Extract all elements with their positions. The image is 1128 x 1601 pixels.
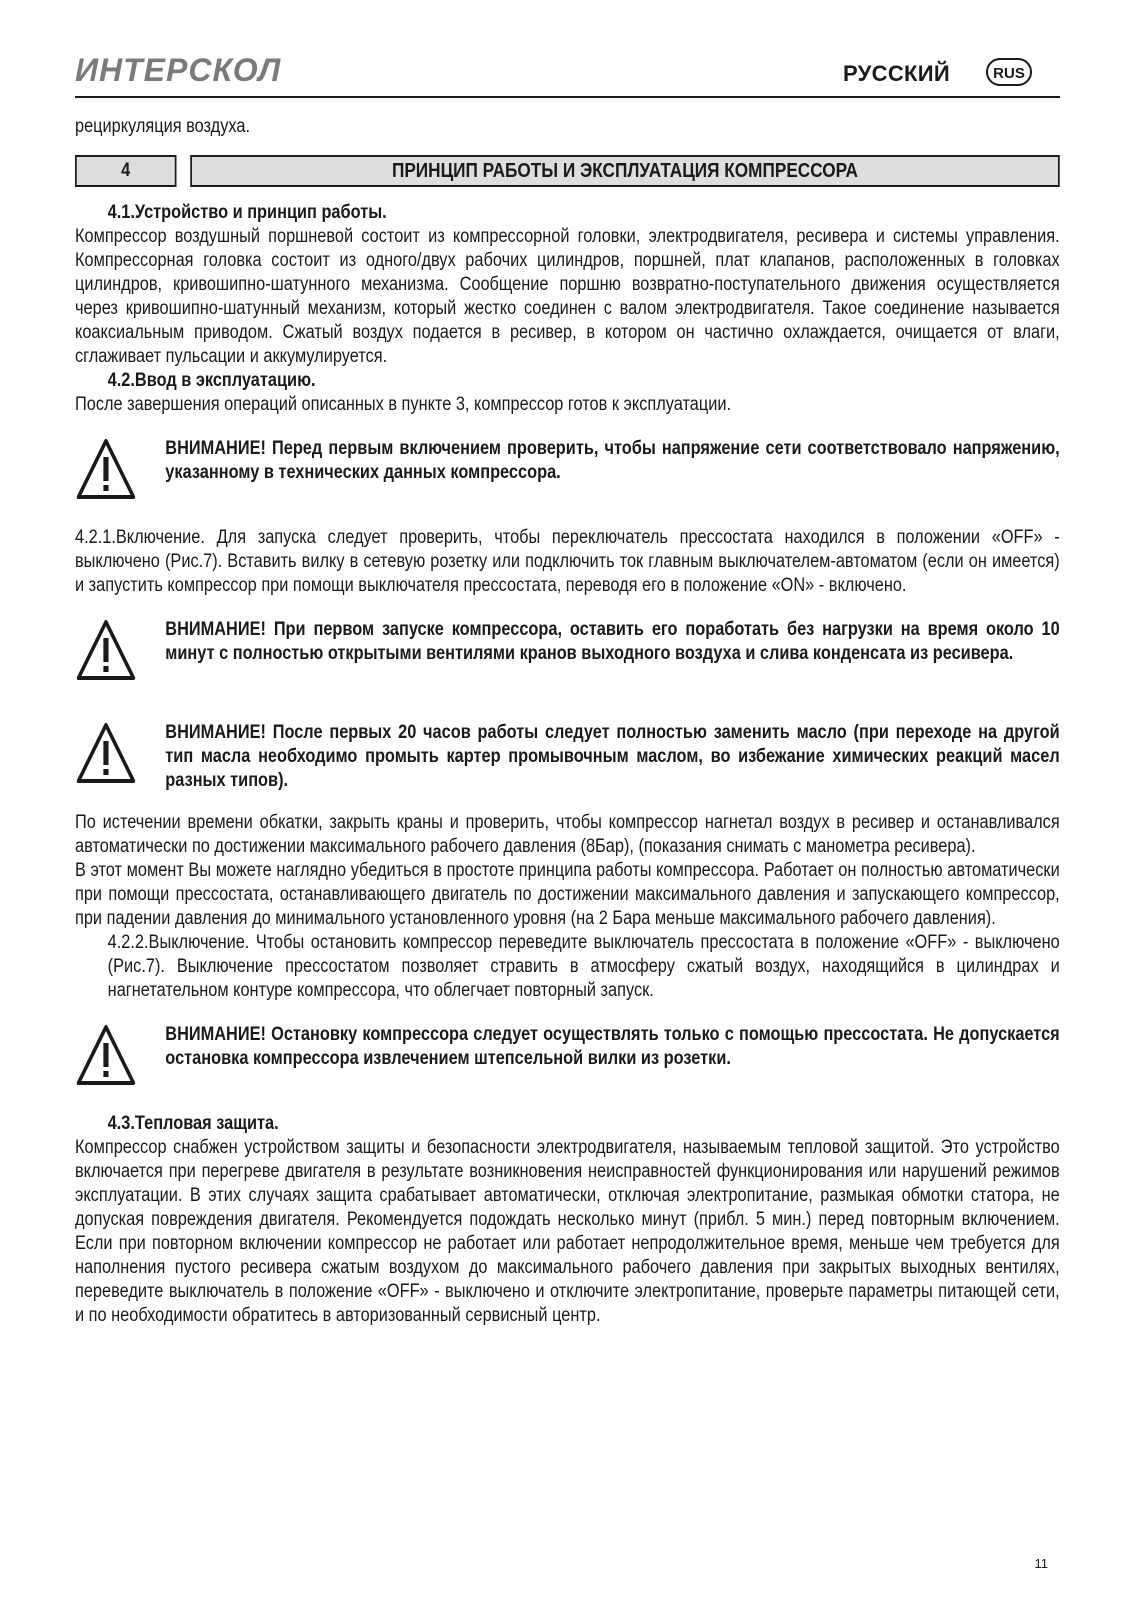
heading-4-2: 4.2.Ввод в эксплуатацию. xyxy=(107,370,316,391)
warning-icon xyxy=(75,1023,165,1094)
language-code: RUS xyxy=(993,65,1025,82)
paragraph-principle: В этот момент Вы можете наглядно убедиться в простоте принципа работы компрессора. Работает он полностью автоматически при помощи прессостата, останавливающего двигатель по достижении максимального давления и запускающего компрессор, при падении давления до минимального установленного уровня (на 2 Бара меньше максимального рабочего давления). xyxy=(75,860,1060,929)
warning-block xyxy=(75,721,1060,793)
warning-icon xyxy=(75,618,165,689)
warning-text: ВНИМАНИЕ! При первом запуске компрессора, оставить его поработать без нагрузки на время около 10 минут с полностью открытыми вентилями кранов выходного воздуха и слива конденсата из ресивера. xyxy=(165,619,1060,664)
paragraph-4-2-1: 4.2.1.Включение. Для запуска следует проверить, чтобы переключатель прессостата находился в положении «OFF» - выключено (Рис.7). Вставить вилку в сетевую розетку или подключить ток главным выключателем-автоматом (если он имеется) и запустить компрессор при помощи выключателя прессостата, переводя его в положение «ON» - включено. xyxy=(75,527,1060,596)
logo-text: ИНТЕРСКОЛ xyxy=(75,52,282,88)
page-number: 11 xyxy=(1034,1556,1048,1571)
paragraph-4-1: Компрессор воздушный поршневой состоит из компрессорной головки, электродвигателя, ресивера и системы управления. Компрессорная головка состоит из одного/двух рабочих цилиндров, поршней, плат клапанов, расположенных в головках цилиндров, кривошипно-шатунного механизма. Сообщение поршню возвратно-поступательного движения осуществляется через кривошипно-шатунный механизм, который жестко соединен с валом электродвигателя. Такое соединение называется коаксиальным приводом. Сжатый воздух подается в ресивер, в котором он частично охлаждается, очищается от влаги, сглаживает пульсации и аккумулируется. xyxy=(75,226,1060,367)
section-number: 4 xyxy=(75,155,176,187)
paragraph-after-run-in: По истечении времени обкатки, закрыть краны и проверить, чтобы компрессор нагнетал воздух в ресивер и останавливался автоматически по достижении максимального рабочего давления (8Бар), (показания снимать с манометра ресивера). xyxy=(75,812,1060,857)
warning-block xyxy=(75,1023,1060,1094)
intro-fragment: рециркуляция воздуха. xyxy=(75,116,251,137)
warning-icon xyxy=(75,437,165,508)
heading-4-1: 4.1.Устройство и принцип работы. xyxy=(107,202,387,223)
language-label: РУССКИЙ xyxy=(843,61,950,86)
warning-block xyxy=(75,437,1060,508)
heading-4-3: 4.3.Тепловая защита. xyxy=(107,1113,279,1134)
warning-block xyxy=(75,618,1060,689)
main-content xyxy=(75,115,1060,1328)
brand-logo xyxy=(75,50,325,90)
warning-text: ВНИМАНИЕ! После первых 20 часов работы следует полностью заменить масло (при переходе на другой тип масла необходимо промыть картер промывочным маслом, во избежание химических реакций масел разных типов). xyxy=(165,722,1060,791)
paragraph-4-3: Компрессор снабжен устройством защиты и безопасности электродвигателя, называемым тепловой защитой. Это устройство включается при перегреве двигателя в результате возникновения неисправностей функционирования или нарушений режимов эксплуатации. В этих случаях защита срабатывает автоматически, отключая электропитание, размыкая обмотки статора, не допуская повреждения двигателя. Рекомендуется подождать несколько минут (прибл. 5 мин.) перед повторным включением. Если при повторном включении компрессор не работает или работает непродолжительное время, меньше чем требуется для наполнения пустого ресивера сжатым воздухом до максимального рабочего давления при закрытых выходных вентилях, переведите выключатель в положение «OFF» - выключено и отключите электропитание, проверьте параметры питающей сети, и по необходимости обратитесь в авторизованный сервисный центр. xyxy=(75,1137,1060,1326)
warning-text: ВНИМАНИЕ! Остановку компрессора следует осуществлять только с помощью прессостата. Не допускается остановка компрессора извлечением штепсельной вилки из розетки. xyxy=(165,1024,1060,1069)
warning-text: ВНИМАНИЕ! Перед первым включением проверить, чтобы напряжение сети соответствовало напряжению, указанному в технических данных компрессора. xyxy=(165,438,1060,483)
language-badge xyxy=(986,58,1032,86)
warning-icon xyxy=(75,721,165,793)
page-header xyxy=(75,46,1060,98)
section-header xyxy=(75,155,1060,187)
paragraph-4-2: После завершения операций описанных в пункте 3, компрессор готов к эксплуатации. xyxy=(75,394,732,415)
paragraph-4-2-2: 4.2.2.Выключение. Чтобы остановить компрессор переведите выключатель прессостата в положение «OFF» - выключено (Рис.7). Выключение прессостатом позволяет стравить в атмосферу сжатый воздух, находящийся в цилиндрах и нагнетательном контуре компрессора, что облегчает повторный запуск. xyxy=(107,932,1060,1001)
section-title: ПРИНЦИП РАБОТЫ И ЭКСПЛУАТАЦИЯ КОМПРЕССОРА xyxy=(190,155,1059,187)
